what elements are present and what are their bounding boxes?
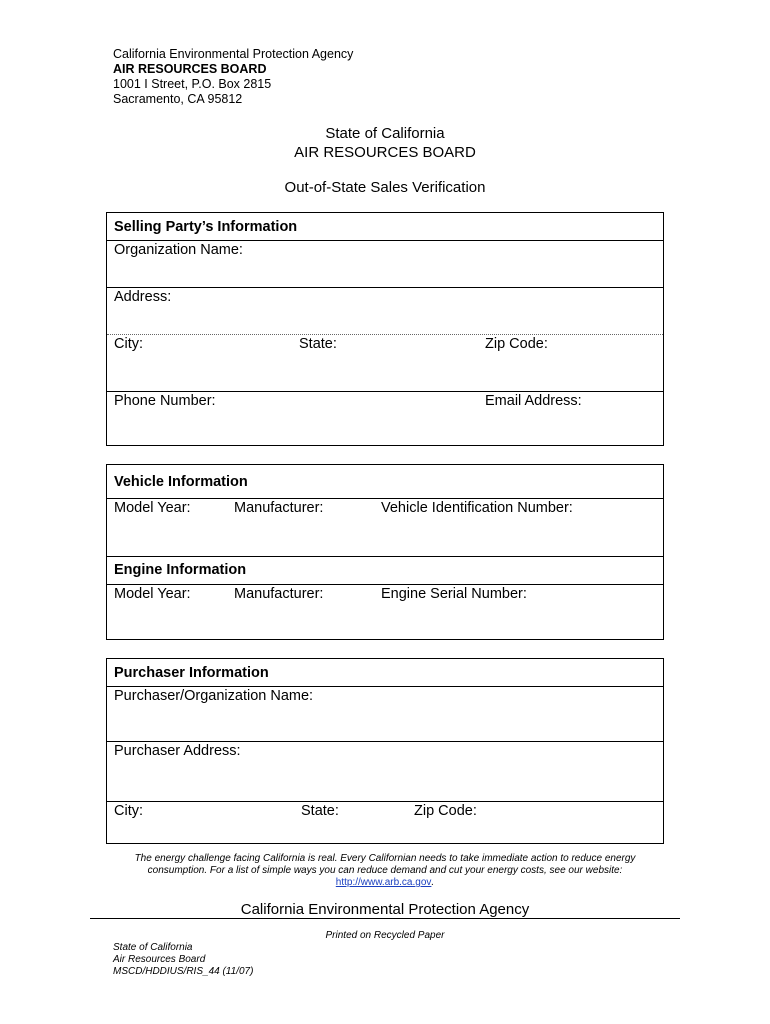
phone-number-label: Phone Number: (114, 393, 216, 409)
seller-organization-row[interactable] (107, 240, 663, 287)
seller-address-label: Address: (114, 289, 172, 305)
vehicle-engine-section (106, 464, 664, 640)
recycled-paper-note: Printed on Recycled Paper (325, 930, 445, 941)
purchaser-city-label: City: (114, 803, 143, 819)
form-code: MSCD/HDDIUS/RIS_44 (11/07) (113, 966, 254, 977)
seller-state-label: State: (299, 336, 337, 352)
vehicle-info-row[interactable] (107, 498, 663, 556)
purchaser-state-label: State: (301, 803, 339, 819)
seller-city-label: City: (114, 336, 143, 352)
purchaser-zip-label: Zip Code: (414, 803, 477, 819)
seller-zip-label: Zip Code: (485, 336, 548, 352)
website-link[interactable]: http://www.arb.ca.gov (335, 877, 432, 888)
purchaser-section (106, 658, 664, 844)
engine-title-row (107, 556, 663, 584)
heading-state: State of California (325, 125, 445, 142)
energy-note-suffix: . (431, 877, 435, 888)
seller-contact-row[interactable] (107, 391, 663, 445)
form-title: Out-of-State Sales Verification (284, 179, 486, 196)
purchaser-name-row[interactable] (107, 686, 663, 741)
purchaser-section-title: Purchaser Information (114, 665, 269, 681)
energy-note (100, 853, 670, 889)
organization-name-label: Organization Name: (114, 242, 243, 258)
energy-note-link-line (100, 877, 670, 889)
vehicle-model-year-label: Model Year: (114, 500, 191, 516)
engine-section-title: Engine Information (114, 562, 247, 578)
purchaser-name-label: Purchaser/Organization Name: (114, 688, 314, 704)
footer-state: State of California (113, 942, 193, 953)
footer-divider (90, 918, 680, 919)
email-address-label: Email Address: (485, 393, 582, 409)
purchaser-address-row[interactable] (107, 741, 663, 801)
engine-info-row[interactable] (107, 584, 663, 639)
vehicle-section-title: Vehicle Information (114, 474, 248, 490)
engine-manufacturer-label: Manufacturer: (234, 586, 324, 602)
seller-section (106, 212, 664, 446)
purchaser-city-row[interactable] (107, 801, 663, 843)
letterhead-city: Sacramento, CA 95812 (113, 92, 243, 106)
letterhead-street: 1001 I Street, P.O. Box 2815 (113, 77, 272, 91)
footer-board: Air Resources Board (113, 954, 206, 965)
seller-city-row[interactable] (107, 334, 663, 391)
engine-serial-label: Engine Serial Number: (381, 586, 527, 602)
letterhead-agency: California Environmental Protection Agency (113, 47, 354, 61)
seller-section-title: Selling Party’s Information (114, 219, 298, 235)
letterhead-board: AIR RESOURCES BOARD (113, 62, 267, 76)
vehicle-manufacturer-label: Manufacturer: (234, 500, 324, 516)
vin-label: Vehicle Identification Number: (381, 500, 573, 516)
energy-note-line-1: The energy challenge facing California is real. Every Californian needs to take immediate action to reduce energy (134, 853, 636, 864)
seller-address-row[interactable] (107, 287, 663, 334)
engine-model-year-label: Model Year: (114, 586, 191, 602)
footer-agency: California Environmental Protection Agency (240, 901, 530, 918)
purchaser-address-label: Purchaser Address: (114, 743, 241, 759)
heading-board: AIR RESOURCES BOARD (294, 144, 476, 161)
energy-note-line-2: consumption. For a list of simple ways you can reduce demand and cut your energy costs, see our website: (147, 865, 623, 876)
